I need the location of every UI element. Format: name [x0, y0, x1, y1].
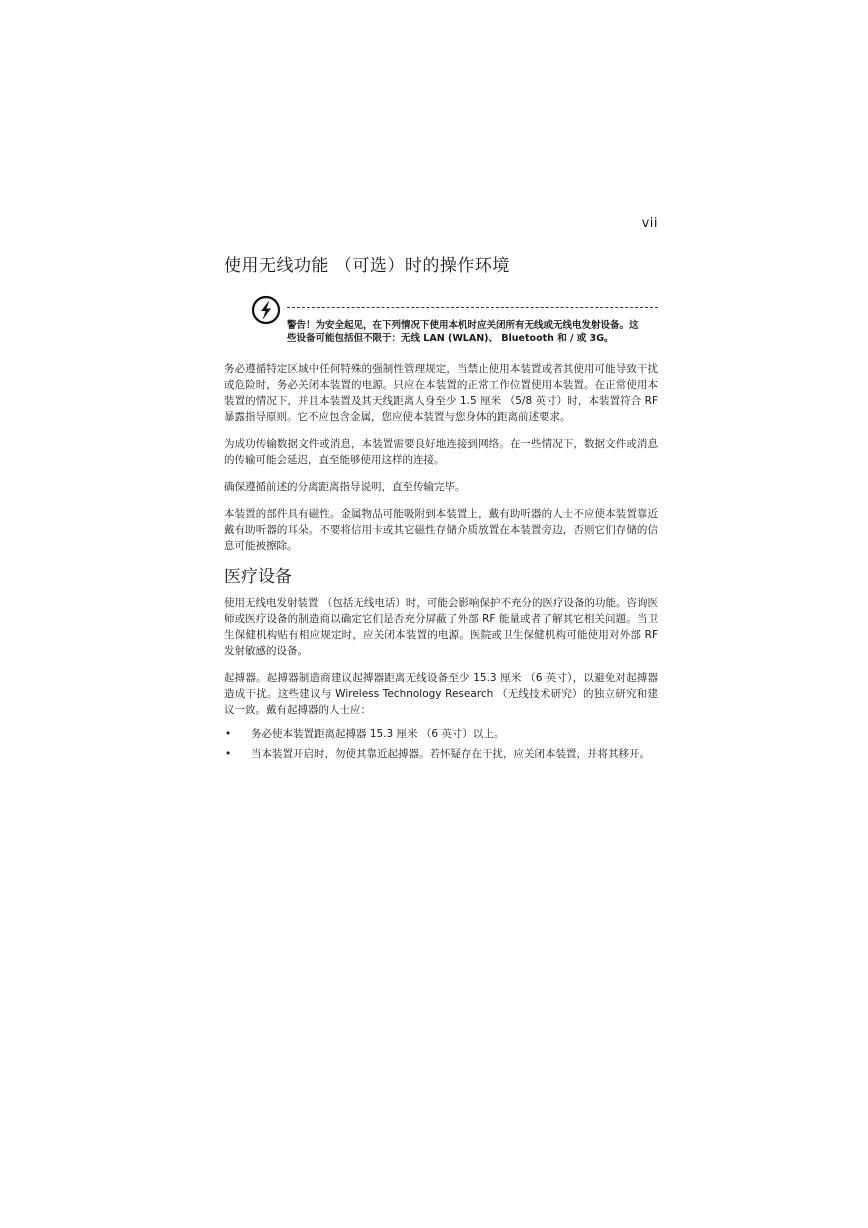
bullet-icon: • — [225, 728, 232, 740]
paragraph-medical: 使用无线电发射装置 （包括无线电话）时，可能会影响保护不充分的医疗设备的功能。咨询医师或医疗设备的制造商以确定它们是否充分屏蔽了外部 RF 能量或者了解其它相关问题。当卫生保健机构贴有相应规定时，应关闭本装置的电源。医院或卫生保健机构可能使用对外部 RF 发射敏感的设备。 — [224, 597, 658, 657]
list-item-text: 务必使本装置距离起搏器 15.3 厘米 （6 英寸）以上。 — [251, 728, 505, 740]
warning-divider — [287, 307, 658, 308]
pacemaker-bullets — [224, 726, 658, 762]
list-item — [224, 746, 658, 762]
warning-lightning-icon — [251, 295, 281, 325]
warning-block — [224, 295, 658, 347]
bullet-icon: • — [225, 748, 232, 760]
paragraph-separation: 确保遵循前述的分离距离指导说明，直至传输完毕。 — [224, 481, 466, 493]
paragraph-regulations: 务必遵循特定区域中任何特殊的强制性管理规定，当禁止使用本装置或者其使用可能导致干扰或危险时，务必关闭本装置的电源。只应在本装置的正常工作位置使用本装置。在正常使用本装置的情况下，并且本装置及其天线距离人身至少 1.5 厘米 （5/8 英寸）时，本装置符合 RF 暴露指导原则。它不应包含金属，您应使本装置与您身体的距离前述要求。 — [224, 363, 658, 423]
medical-title: 医疗设备 — [224, 567, 292, 587]
page-content — [224, 254, 658, 766]
warning-text: 警告！为安全起见，在下列情况下使用本机时应关闭所有无线或无线电发射设备。这些设备可能包括但不限于：无线 LAN (WLAN)、 Bluetooth 和 / 或 3G。 — [287, 320, 639, 344]
list-item — [224, 726, 658, 742]
list-item-text: 当本装置开启时，勿使其靠近起搏器。若怀疑存在干扰，应关闭本装置，并将其移开。 — [251, 748, 650, 760]
paragraph-magnetic: 本装置的部件具有磁性。金属物品可能吸附到本装置上，戴有助听器的人士不应使本装置靠近戴有助听器的耳朵。不要将信用卡或其它磁性存储介质放置在本装置旁边，否则它们存储的信息可能被擦除。 — [224, 508, 658, 552]
page-number: vii — [641, 216, 658, 231]
paragraph-pacemaker: 起搏器。起搏器制造商建议起搏器距离无线设备至少 15.3 厘米 （6 英寸），以避免对起搏器造成干扰。这些建议与 Wireless Technology Research （无线技术研究）的独立研究和建议一致。戴有起搏器的人士应： — [224, 672, 658, 716]
paragraph-network: 为成功传输数据文件或消息，本装置需要良好地连接到网络。在一些情况下，数据文件或消息的传输可能会延迟，直至能够使用这样的连接。 — [224, 438, 658, 466]
section-title: 使用无线功能 （可选）时的操作环境 — [224, 256, 510, 276]
